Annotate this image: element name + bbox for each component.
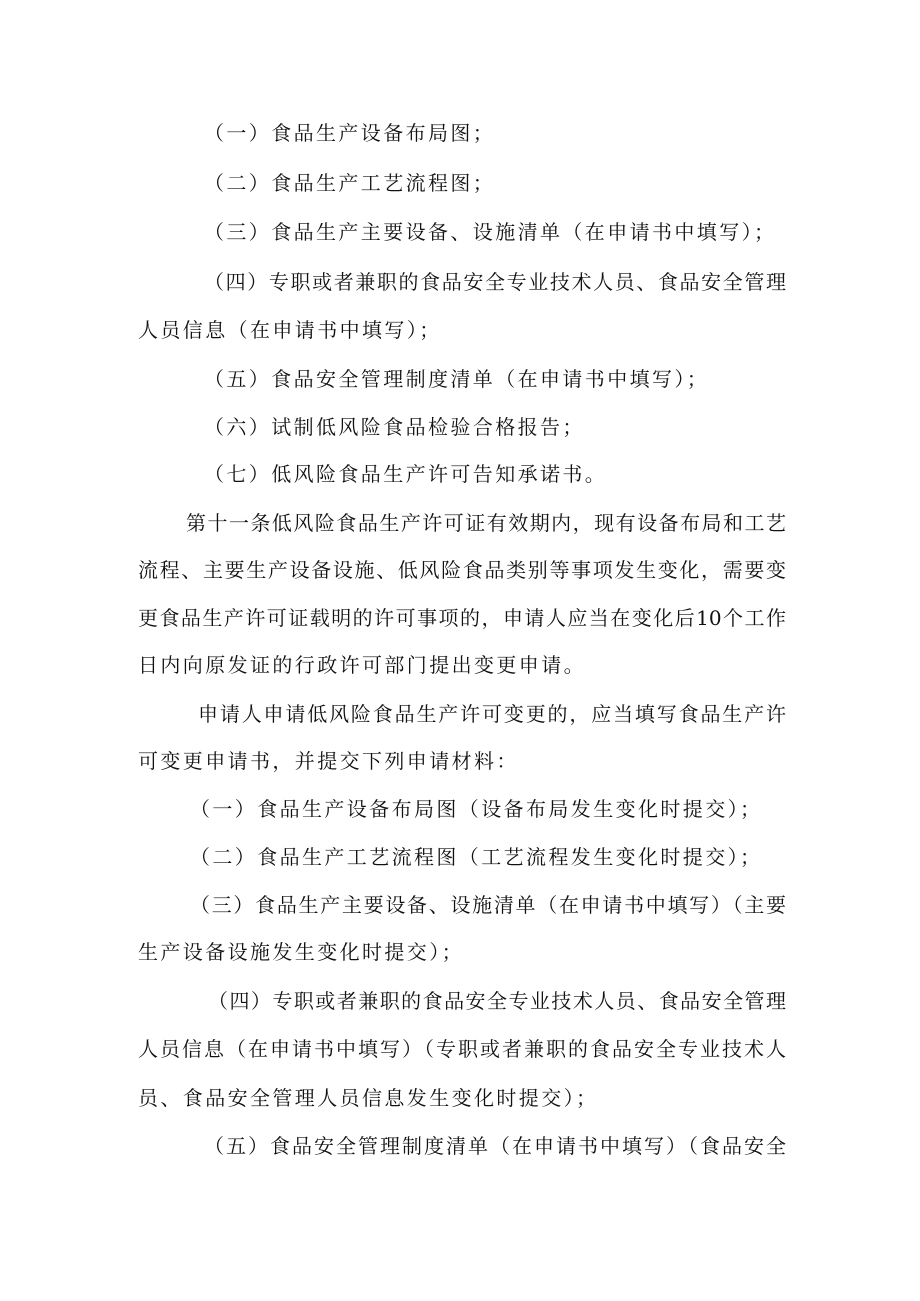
text-line-12: 日内向原发证的行政许可部门提出变更申请。 (138, 653, 586, 677)
text-line-20: 人员信息（在申请书中填写）（专职或者兼职的食品安全专业技术人 (138, 1037, 786, 1061)
text-line-5: 人员信息（在申请书中填写）； (138, 318, 442, 342)
text-line-19: （四）专职或者兼职的食品安全专业技术人员、食品安全管理 (208, 989, 786, 1013)
text-line-14: 可变更申请书，并提交下列申请材料： (138, 749, 519, 773)
text-line-15: （一）食品生产设备布局图（设备布局发生变化时提交）； (190, 797, 763, 821)
text-line-18: 生产设备设施发生变化时提交）； (138, 940, 464, 964)
text-line-7: （六）试制低风险食品检验合格报告； (204, 415, 585, 439)
text-line-1: （一）食品生产设备布局图； (204, 121, 496, 145)
text-line-22: （五）食品安全管理制度清单（在申请书中填写）（食品安全 (204, 1134, 786, 1158)
text-line-2: （二）食品生产工艺流程图； (204, 171, 496, 195)
text-line-10: 流程、主要生产设备设施、低风险食品类别等事项发生变化，需要变 (138, 558, 786, 582)
text-line-4: （四）专职或者兼职的食品安全专业技术人员、食品安全管理 (204, 270, 786, 294)
text-line-6: （五）食品安全管理制度清单（在申请书中填写）； (204, 367, 710, 391)
text-line-3: （三）食品生产主要设备、设施清单（在申请书中填写）； (204, 220, 777, 244)
text-line-21: 员、食品安全管理人员信息发生变化时提交）； (138, 1086, 599, 1110)
text-line-8: （七）低风险食品生产许可告知承诺书。 (204, 462, 608, 486)
text-line-11: 更食品生产许可证载明的许可事项的，申请人应当在变化后10个工作 (138, 606, 786, 630)
text-line-13: 申请人申请低风险食品生产许可变更的，应当填写食品生产许 (198, 702, 786, 726)
text-line-16: （二）食品生产工艺流程图（工艺流程发生变化时提交）； (190, 845, 763, 869)
text-line-17: （三）食品生产主要设备、设施清单（在申请书中填写）（主要 (190, 893, 786, 917)
text-line-9: 第十一条低风险食品生产许可证有效期内，现有设备布局和工艺 (186, 511, 786, 535)
